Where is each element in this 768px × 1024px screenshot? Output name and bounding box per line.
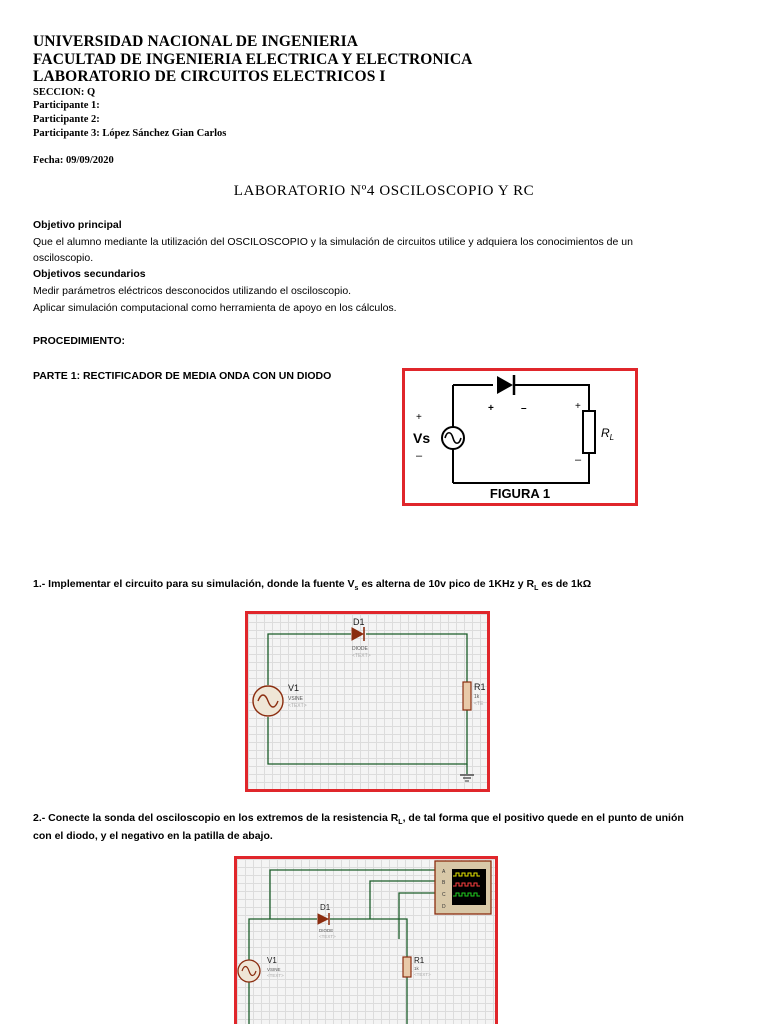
- sim1-source-model: VSINE: [288, 696, 304, 702]
- participant-2: Participante 2:: [33, 114, 100, 125]
- sim2-source-model: VSINE: [267, 967, 281, 972]
- figure-1-circuit: [405, 371, 635, 503]
- sim1-diode-model: DIODE: [352, 646, 368, 652]
- sim1-source-label: V1: [288, 683, 300, 693]
- diode-minus-sign: –: [521, 403, 527, 414]
- load-plus-sign: +: [575, 401, 581, 412]
- ground-icon: [460, 775, 474, 781]
- source-plus-sign: +: [416, 412, 422, 423]
- procedure-heading: PROCEDIMIENTO:: [33, 335, 125, 347]
- load-minus-sign: –: [575, 454, 582, 466]
- source-label: Vs: [413, 430, 431, 446]
- sim2-resistor-symbol: [403, 957, 411, 977]
- section-label: SECCION: Q: [33, 87, 96, 98]
- participant-1: Participante 1:: [33, 100, 100, 111]
- simulation-2-circuit: [237, 859, 495, 1024]
- step-1-text: 1.- Implementar el circuito para su simulación, donde la fuente $V_s$ es alterna de 10v pico de 1KHz y $R_L$ es de 1kΩ: [33, 578, 592, 593]
- sim2-diode-symbol: [318, 913, 329, 925]
- sim1-source-text-tag: <TEXT>: [288, 703, 307, 709]
- step-2-text-line-1: 2.- Conecte la sonda del osciloscopio en los extremos de la resistencia $R_L$, de tal forma que el positivo quede en el punto de unión: [33, 812, 684, 827]
- sim2-diode-label: D1: [320, 903, 331, 912]
- part1-heading: PARTE 1: RECTIFICADOR DE MEDIA ONDA CON UN DIODO: [33, 370, 332, 382]
- sim2-diode-model: DIODE: [319, 928, 334, 933]
- ac-source-symbol: [442, 427, 464, 449]
- scope-channel-c: C: [442, 892, 446, 898]
- sim1-resistor-symbol: [463, 682, 471, 710]
- source-minus-sign: –: [416, 450, 423, 462]
- sim2-source-text-tag: <TEXT>: [267, 973, 284, 978]
- figure-1: [402, 368, 638, 506]
- participant-3: Participante 3: López Sánchez Gian Carlos: [33, 128, 227, 139]
- sim2-resistor-value: 1k: [414, 966, 419, 971]
- main-objective-heading: Objetivo principal: [33, 219, 122, 231]
- sim2-source-label: V1: [267, 956, 277, 965]
- lab-name: LABORATORIO DE CIRCUITOS ELECTRICOS I: [33, 68, 386, 85]
- scope-channel-b: B: [442, 880, 446, 886]
- secondary-objective-1: Medir parámetros eléctricos desconocidos utilizando el osciloscopio.: [33, 285, 352, 297]
- sim2-resistor-label: R1: [414, 956, 425, 965]
- simulation-1: [245, 611, 490, 792]
- sim2-vsine-symbol: [238, 960, 260, 982]
- secondary-objectives-heading: Objetivos secundarios: [33, 268, 146, 280]
- scope-channel-a: A: [442, 869, 446, 875]
- sim1-resistor-label: R1: [474, 682, 486, 692]
- sim1-diode-text-tag: <TEXT>: [352, 653, 371, 659]
- sim1-resistor-value: 1k: [474, 694, 480, 700]
- page-title: LABORATORIO Nº4 OSCILOSCOPIO Y RC: [233, 183, 535, 199]
- secondary-objective-2: Aplicar simulación computacional como herramienta de apoyo en los cálculos.: [33, 302, 397, 314]
- sim1-vsine-symbol: [253, 686, 283, 716]
- sim2-resistor-text-tag: <TEXT>: [414, 972, 431, 977]
- load-label: $R_L$: [601, 426, 615, 442]
- step-2-text-line-2: con el diodo, y el negativo en la patilla de abajo.: [33, 830, 273, 842]
- faculty-name: FACULTAD DE INGENIERIA ELECTRICA Y ELECTRONICA: [33, 51, 473, 68]
- sim2-diode-text-tag: <TEXT>: [319, 934, 336, 939]
- simulation-1-circuit: [248, 614, 487, 789]
- oscilloscope-icon: [435, 861, 491, 914]
- figure-1-caption: FIGURA 1: [489, 486, 551, 501]
- sim1-diode-symbol: [352, 627, 364, 641]
- sim1-diode-label: D1: [353, 617, 365, 627]
- main-objective-text-2: osciloscopio.: [33, 252, 94, 264]
- resistor-symbol: [583, 411, 595, 453]
- scope-channel-d: D: [442, 904, 446, 910]
- diode-plus-sign: +: [488, 403, 494, 414]
- university-name: UNIVERSIDAD NACIONAL DE INGENIERIA: [33, 33, 359, 50]
- sim1-resistor-text-tag: <TE: [474, 701, 484, 707]
- simulation-2: [234, 856, 498, 1024]
- date-label: Fecha: 09/09/2020: [33, 155, 114, 166]
- diode-symbol: [497, 375, 514, 395]
- main-objective-text-1: Que el alumno mediante la utilización del OSCILOSCOPIO y la simulación de circuitos utilice y adquiera los conocimientos de un: [33, 236, 633, 248]
